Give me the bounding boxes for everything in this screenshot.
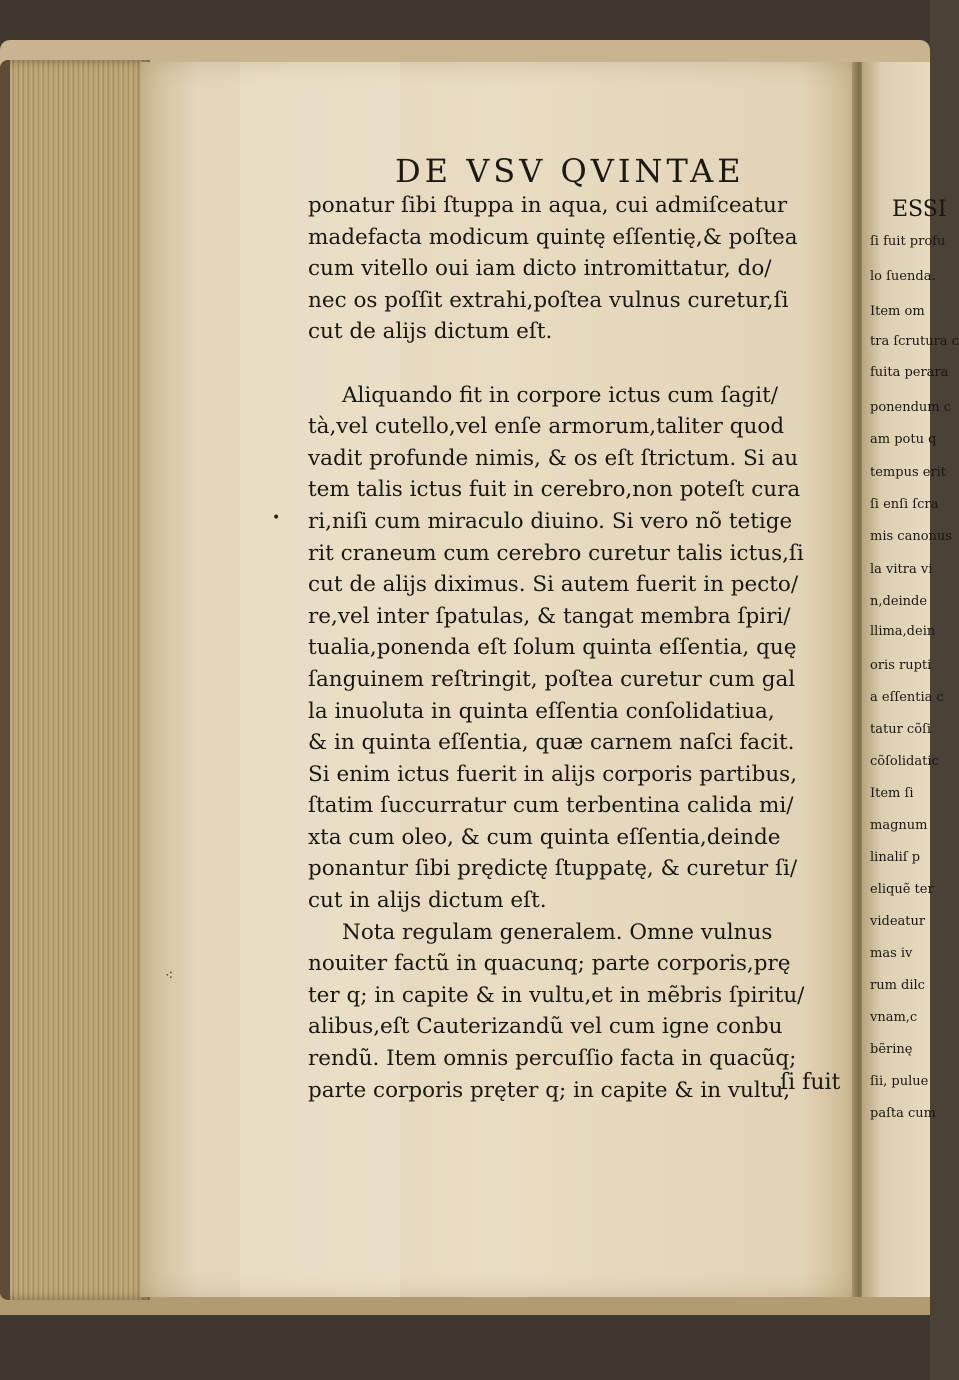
text-line: re,vel inter ſpatulas, & tangat membra ſpiri/ bbox=[308, 603, 791, 629]
right-page-line: cõſolidatic bbox=[870, 754, 939, 769]
text-line: tem talis ictus fuit in cerebro,non poteſt cura bbox=[308, 477, 801, 503]
right-page-line: ſii, pulue bbox=[870, 1074, 929, 1089]
right-page-line: llima,dein bbox=[870, 624, 936, 639]
text-line: cut de alijs dictum eſt. bbox=[308, 319, 553, 345]
right-page-line: fuita perara bbox=[870, 365, 949, 380]
right-page-line: magnum bbox=[870, 818, 928, 833]
text-line: nec os poſſit extrahi,poſtea vulnus curetur,ſi bbox=[308, 287, 789, 313]
right-page-line: lo ſuenda. bbox=[870, 269, 936, 284]
text-line: alibus,eſt Cauterizandũ vel cum igne conbu bbox=[308, 1014, 783, 1040]
text-line: cum vitello oui iam dicto intromittatur, do/ bbox=[308, 256, 772, 282]
text-line: xta cum oleo, & cum quinta eſſentia,deinde bbox=[308, 824, 781, 850]
right-page-line: oris rupti bbox=[870, 658, 932, 673]
right-page-line: tra ſcrutura c bbox=[870, 334, 959, 349]
text-line: Nota regulam generalem. Omne vulnus bbox=[342, 919, 773, 945]
right-page-header: ESSI bbox=[892, 197, 947, 222]
right-page-line: tatur cõſi bbox=[870, 722, 931, 737]
text-line: Aliquando fit in corpore ictus cum ſagit/ bbox=[342, 382, 778, 408]
right-page-line: tempus erit bbox=[870, 465, 947, 480]
page-edges bbox=[0, 60, 150, 1300]
text-line: cut de alijs diximus. Si autem fuerit in pecto/ bbox=[308, 572, 799, 598]
body-text bbox=[308, 190, 848, 1138]
text-line: madefacta modicum quintę eſſentię,& poſtea bbox=[308, 224, 798, 250]
text-line: la inuoluta in quinta eſſentia conſolidatiua, bbox=[308, 698, 775, 724]
right-page-line: mas iv bbox=[870, 946, 913, 961]
right-page-line: am potu q bbox=[870, 432, 937, 447]
right-page-line: vnam,c bbox=[870, 1010, 918, 1025]
binding-edge bbox=[0, 60, 10, 1300]
right-page-line: Item om bbox=[870, 304, 925, 319]
right-page bbox=[862, 62, 959, 1297]
text-line: tà,vel cutello,vel enſe armorum,taliter quod bbox=[308, 414, 785, 440]
text-line bbox=[308, 1106, 848, 1138]
running-header: DE VSV QVINTAE bbox=[395, 152, 745, 190]
text-line: vadit profunde nimis, & os eſt ſtrictum. Si au bbox=[308, 445, 799, 471]
text-line: rendũ. Item omnis percuſſio facta in quacũq; bbox=[308, 1046, 797, 1072]
text-line: tualia,ponenda eſt ſolum quinta eſſentia, quę bbox=[308, 635, 797, 661]
margin-mark-icon: ⁖ bbox=[165, 968, 174, 984]
right-page-line: a eſſentia c bbox=[870, 690, 944, 705]
text-line: parte corporis pręter q; in capite & in vultu, bbox=[308, 1077, 791, 1103]
text-line: ſtatim ſuccurratur cum terbentina calida mi/ bbox=[308, 793, 794, 819]
right-page-line: la vitra vi bbox=[870, 562, 933, 577]
right-page-line: linaliſ p bbox=[870, 850, 921, 865]
text-line bbox=[308, 348, 848, 380]
text-line: ponantur ſibi prędictę ſtuppatę, & curetur ſi/ bbox=[308, 856, 798, 882]
text-line: ter q; in capite & in vultu,et in mẽbris ſpiritu/ bbox=[308, 982, 805, 1008]
right-page-line: Item ſi bbox=[870, 786, 914, 801]
right-page-line: paſta cum bbox=[870, 1106, 936, 1121]
text-line: ri,niſi cum miraculo diuino. Si vero nõ tetige bbox=[308, 508, 793, 534]
text-line: Si enim ictus fuerit in alijs corporis partibus, bbox=[308, 761, 798, 787]
right-page-line: ſi fuit profu bbox=[870, 234, 946, 249]
margin-dot-icon: • bbox=[272, 510, 281, 526]
right-page-line: ponendum c bbox=[870, 400, 952, 415]
right-page-line: ſi enſi ſcra bbox=[870, 497, 939, 512]
right-page-line: videatur bbox=[870, 914, 926, 929]
text-line: ſanguinem reſtringit, poſtea curetur cum gal bbox=[308, 666, 796, 692]
right-page-line: eliquẽ ter bbox=[870, 882, 934, 897]
text-line: nouiter factũ in quacunq; parte corporis,prę bbox=[308, 951, 791, 977]
right-page-line: n,deinde bbox=[870, 594, 928, 609]
catchword: ſi fuit bbox=[780, 1070, 841, 1095]
right-page-line: bẽrinę bbox=[870, 1042, 913, 1057]
text-line: cut in alijs dictum eſt. bbox=[308, 888, 547, 914]
right-page-line: rum dilc bbox=[870, 978, 925, 993]
text-line: ponatur ſibi ſtuppa in aqua, cui admiſceatur bbox=[308, 193, 788, 218]
right-page-line: mis canonus bbox=[870, 529, 952, 544]
text-line: & in quinta eſſentia, quæ carnem naſci facit. bbox=[308, 730, 795, 756]
text-line: rit craneum cum cerebro curetur talis ictus,ſi bbox=[308, 540, 804, 566]
